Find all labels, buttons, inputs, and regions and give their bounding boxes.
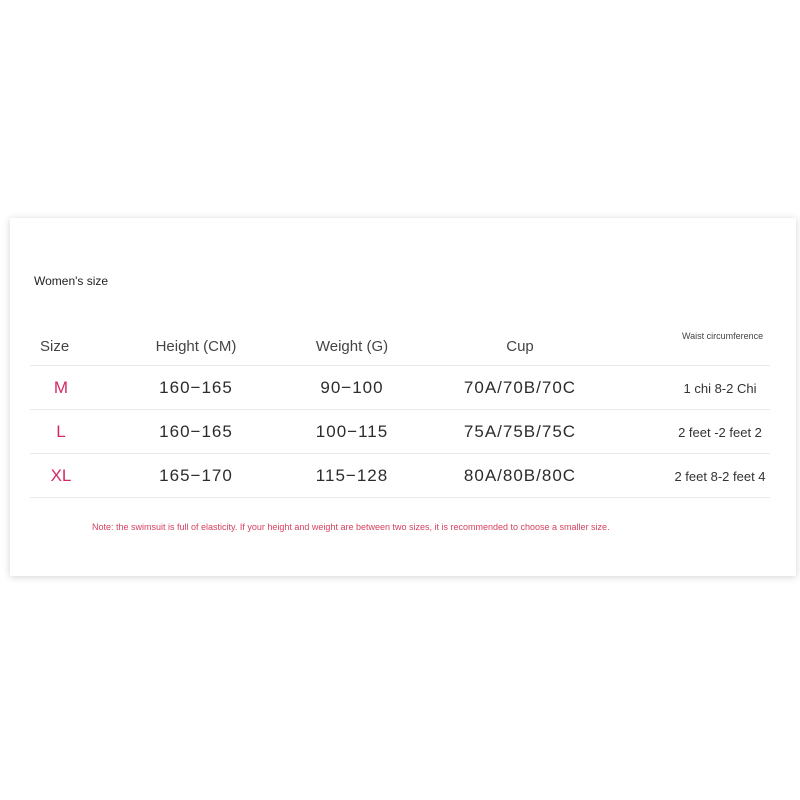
section-title: Women's size <box>34 274 109 288</box>
header-size: Size <box>40 337 70 355</box>
weight-cell: 100−115 <box>315 422 389 441</box>
table-row <box>30 366 770 410</box>
waist-cell: 2 feet -2 feet 2 <box>678 424 762 440</box>
height-cell: 165−170 <box>159 466 233 485</box>
cup-cell: 80A/80B/80C <box>463 466 577 485</box>
size-cell: M <box>53 378 69 397</box>
table-row <box>30 454 770 498</box>
size-cell: L <box>56 422 66 441</box>
header-cup: Cup <box>506 337 534 355</box>
height-cell: 160−165 <box>159 378 233 397</box>
height-cell: 160−165 <box>159 422 233 441</box>
sizing-note: Note: the swimsuit is full of elasticity. If your height and weight are between two sizes, it is recommended to choose a smaller size. <box>92 522 610 532</box>
cup-cell: 75A/75B/75C <box>463 422 577 441</box>
size-chart-card <box>10 218 796 576</box>
table-header-row <box>30 326 770 366</box>
header-height: Height (CM) <box>155 337 237 355</box>
header-waist: Waist circumference <box>682 331 764 341</box>
weight-cell: 115−128 <box>315 466 389 485</box>
waist-cell: 2 feet 8-2 feet 4 <box>674 468 766 484</box>
table-row <box>30 410 770 454</box>
weight-cell: 90−100 <box>320 378 384 397</box>
size-cell: XL <box>50 466 72 485</box>
row-divider <box>30 497 770 498</box>
header-weight: Weight (G) <box>315 337 389 355</box>
cup-cell: 70A/70B/70C <box>463 378 577 397</box>
size-table <box>30 326 770 498</box>
waist-cell: 1 chi 8-2 Chi <box>683 380 757 396</box>
